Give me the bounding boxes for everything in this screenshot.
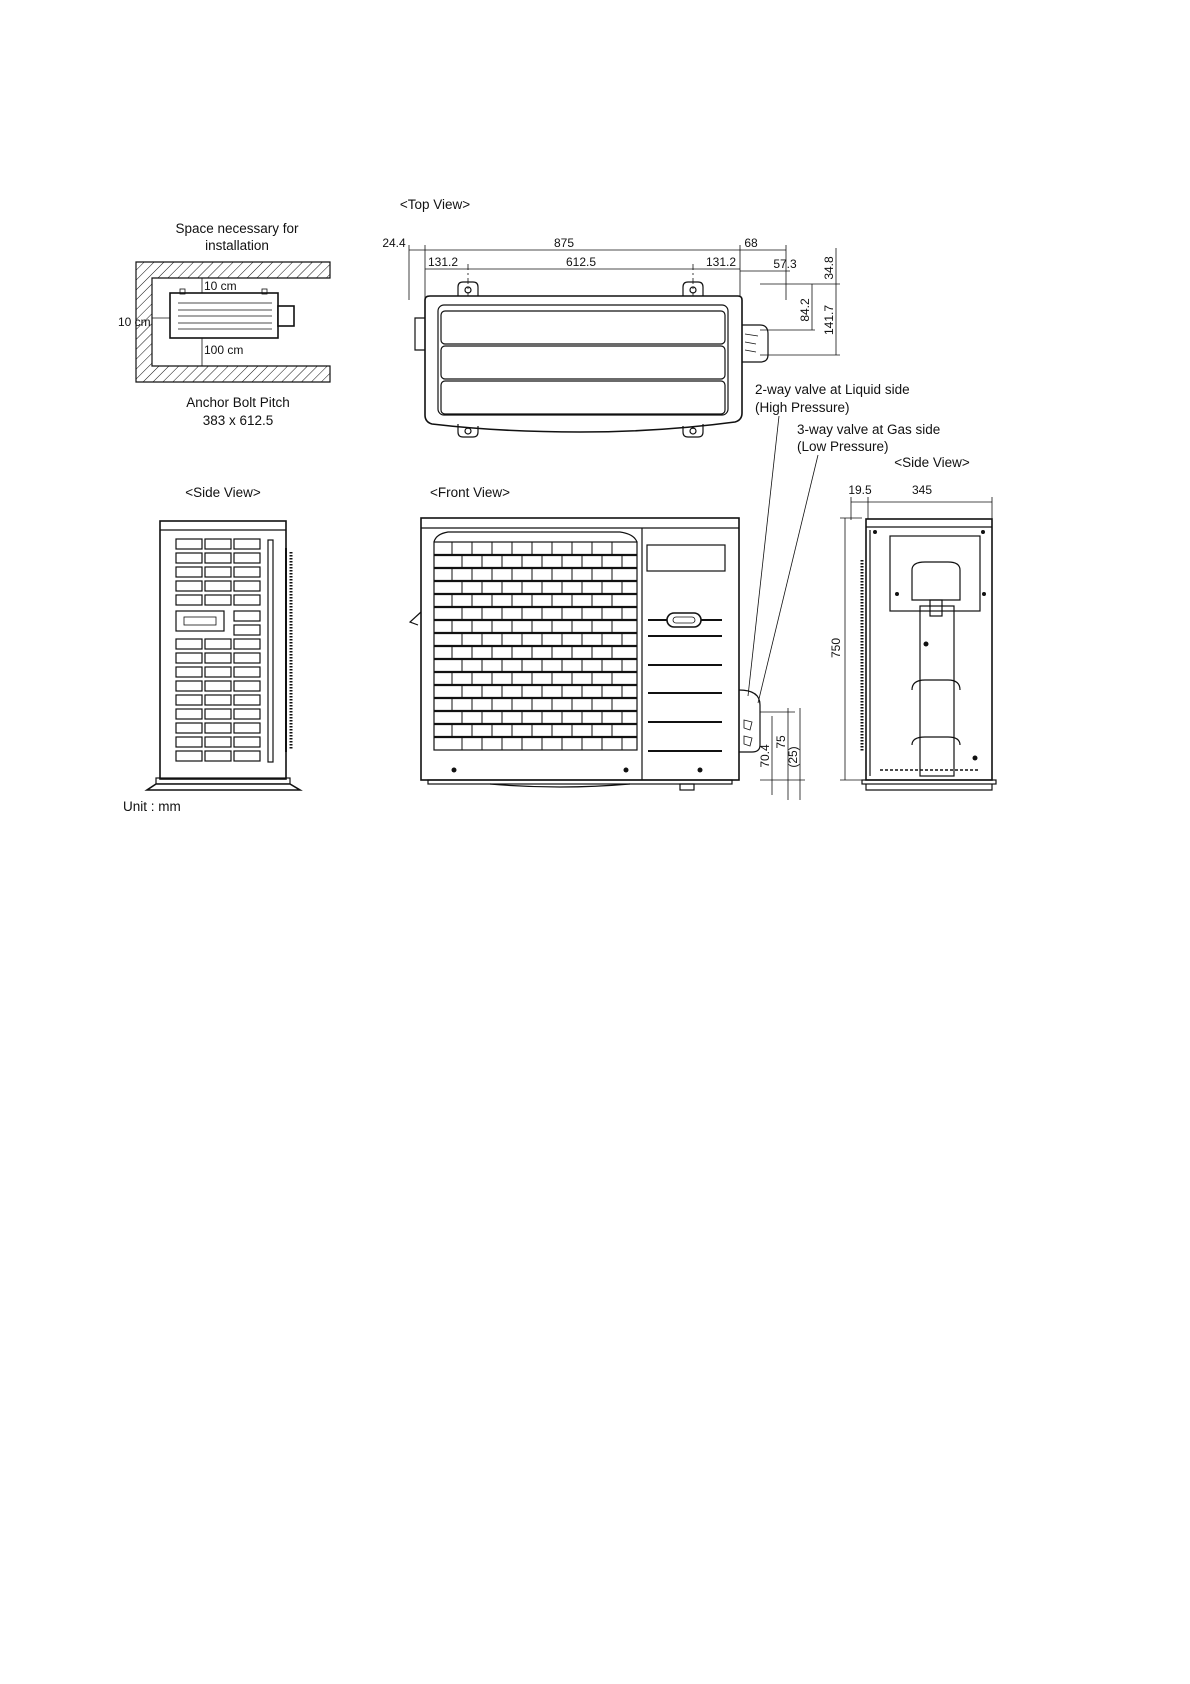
space-bottom-label: 100 cm [204, 343, 244, 357]
top-view-title: <Top View> [399, 197, 471, 212]
left-side-view [147, 485, 300, 790]
top-view-body [425, 296, 742, 432]
dim-side-offset: 19.5 [848, 483, 872, 497]
valve-2way-line1: 2-way valve at Liquid side [755, 382, 910, 397]
unit-note: Unit : mm [123, 799, 181, 814]
dim-top-valve-x: 57.3 [773, 257, 797, 271]
dim-front-valve-h1: 70.4 [758, 744, 772, 768]
front-handle [667, 613, 701, 627]
leader-2way-valve [748, 416, 779, 696]
right-side-view-title: <Side View> [894, 455, 970, 470]
valve-3way-line1: 3-way valve at Gas side [797, 422, 941, 437]
left-side-view-title: <Side View> [185, 485, 261, 500]
space-title-line2: installation [205, 238, 269, 253]
dim-top-bolt-pitch: 612.5 [565, 255, 597, 269]
front-view [410, 485, 805, 800]
valve-3way-line2: (Low Pressure) [797, 439, 889, 454]
dim-front-valve-h3: (25) [786, 746, 800, 768]
space-unit-outline [170, 293, 278, 338]
dim-side-depth: 345 [911, 483, 933, 497]
dim-side-height: 750 [829, 637, 843, 659]
right-side-body [866, 519, 992, 780]
anchor-values: 383 x 612.5 [202, 413, 274, 428]
dim-top-depth-2: 84.2 [798, 298, 812, 322]
dim-front-valve-h2: 75 [774, 735, 788, 749]
space-title-line1: Space necessary for [175, 221, 299, 236]
space-left-label: 10 cm [118, 315, 151, 329]
right-side-view [829, 455, 996, 790]
leader-3way-valve [758, 455, 818, 703]
dim-top-offset-left: 24.4 [382, 236, 406, 250]
installation-space-diagram [118, 221, 330, 428]
valve-2way-line2: (High Pressure) [755, 400, 850, 415]
dim-top-bolt-right: 131.2 [705, 255, 737, 269]
front-view-title: <Front View> [429, 485, 511, 500]
dim-top-offset-right: 68 [744, 236, 758, 250]
anchor-title: Anchor Bolt Pitch [186, 395, 290, 410]
space-top-label: 10 cm [204, 279, 237, 293]
dim-top-bolt-left: 131.2 [427, 255, 459, 269]
dim-top-depth-3: 141.7 [822, 304, 836, 336]
dim-top-overall-width: 875 [553, 236, 575, 250]
front-fan-grille [434, 542, 637, 750]
dim-top-depth-1: 34.8 [822, 256, 836, 280]
